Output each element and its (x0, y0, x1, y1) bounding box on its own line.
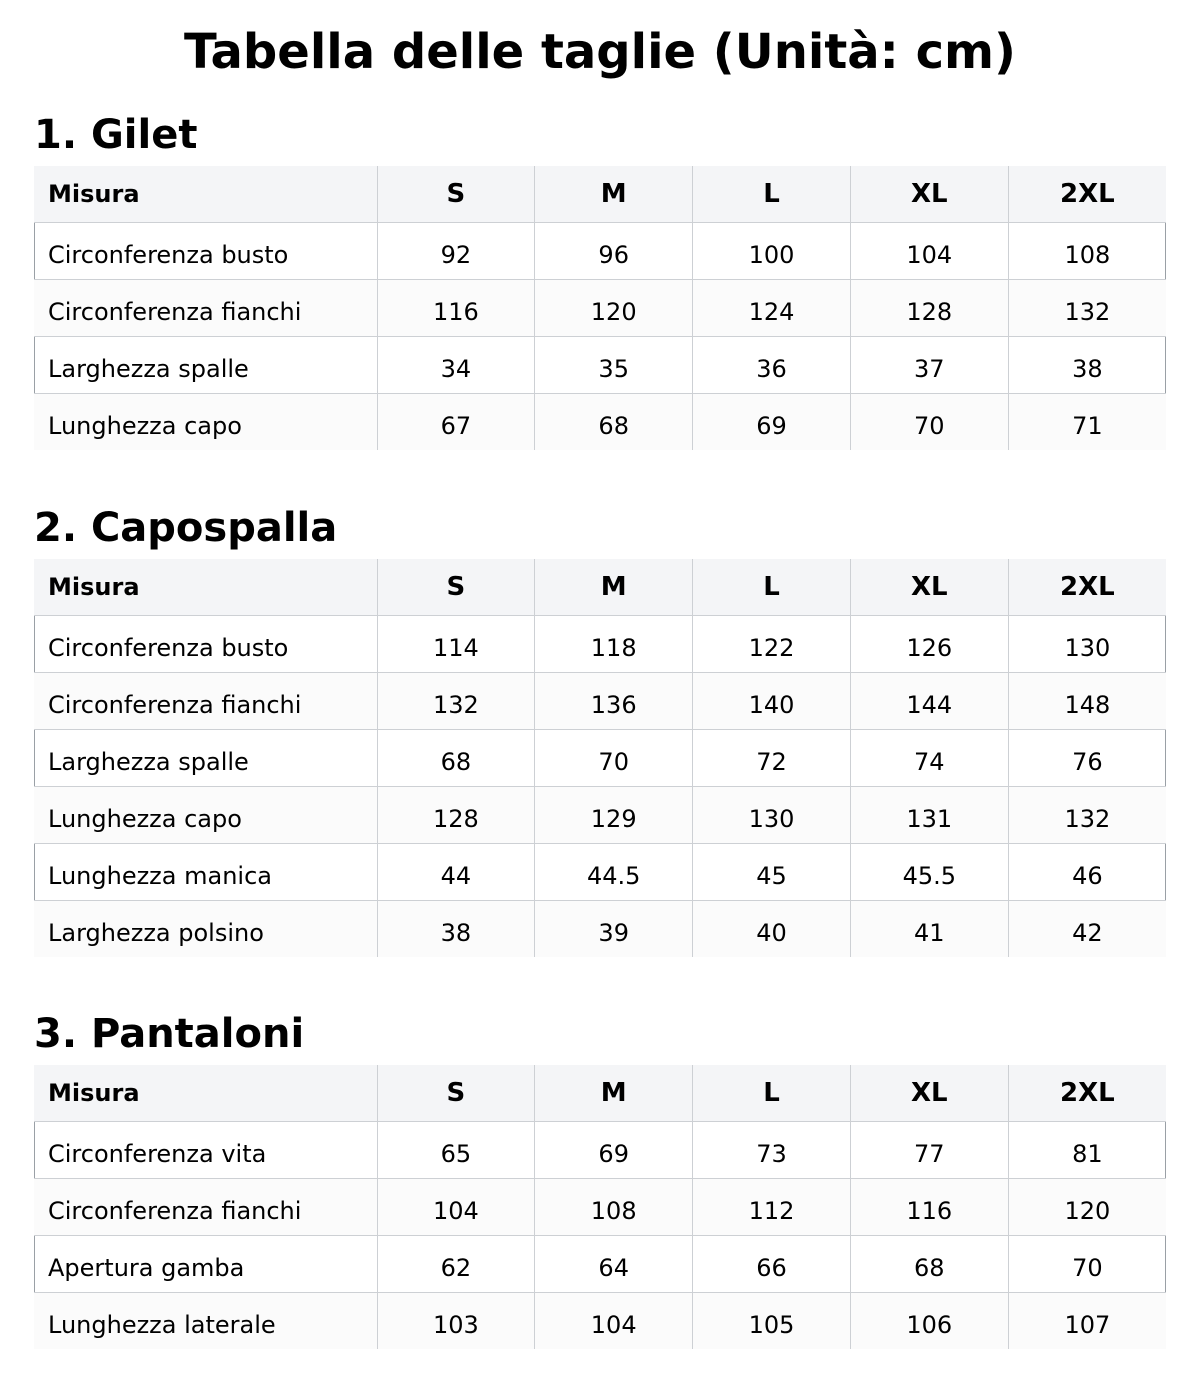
section-pantaloni (34, 1009, 1166, 1349)
table-cell: 103 (377, 1293, 535, 1350)
table-cell: 34 (377, 337, 535, 394)
table-cell: 148 (1008, 673, 1166, 730)
table-cell: 129 (535, 787, 693, 844)
table-cell: 132 (1008, 280, 1166, 337)
table-cell: 100 (693, 223, 851, 280)
table-cell: 65 (377, 1122, 535, 1179)
table-cell: 73 (693, 1122, 851, 1179)
column-header-size: 2XL (1008, 166, 1166, 223)
table-cell: 104 (535, 1293, 693, 1350)
row-label: Apertura gamba (34, 1236, 377, 1293)
table-cell: 144 (850, 673, 1008, 730)
table-row (34, 1236, 1166, 1293)
row-label: Lunghezza manica (34, 844, 377, 901)
column-header-size: M (535, 559, 693, 616)
table-cell: 36 (693, 337, 851, 394)
table-cell: 136 (535, 673, 693, 730)
section-gilet (34, 110, 1166, 450)
table-cell: 132 (377, 673, 535, 730)
table-cell: 74 (850, 730, 1008, 787)
row-label: Larghezza polsino (48, 919, 264, 947)
table-cell: 140 (693, 673, 851, 730)
table-cell: 132 (1008, 787, 1166, 844)
table-row (34, 223, 1166, 280)
table-cell: 122 (693, 616, 851, 673)
table-cell: 64 (535, 1236, 693, 1293)
table-cell: 69 (535, 1122, 693, 1179)
row-label: Circonferenza fianchi (48, 1197, 302, 1225)
table-cell: 66 (693, 1236, 851, 1293)
section-capospalla (34, 503, 1166, 957)
table-cell: 105 (693, 1293, 851, 1350)
table-cell: 44.5 (535, 844, 693, 901)
table-cell: 62 (377, 1236, 535, 1293)
table-cell: 120 (535, 280, 693, 337)
table-cell: 45.5 (850, 844, 1008, 901)
column-header-size: XL (850, 166, 1008, 223)
table-row (34, 901, 1166, 958)
row-label: Lunghezza capo (48, 805, 242, 833)
table-cell: 120 (1008, 1179, 1166, 1236)
size-table (34, 166, 1166, 450)
section-heading: 2. Capospalla (34, 505, 338, 551)
table-cell: 128 (377, 787, 535, 844)
table-cell: 41 (850, 901, 1008, 958)
table-cell: 81 (1008, 1122, 1166, 1179)
table-cell: 108 (1008, 223, 1166, 280)
table-cell: 68 (377, 730, 535, 787)
row-label: Larghezza spalle (34, 337, 377, 394)
table-cell: 42 (1008, 901, 1166, 958)
table-header-row (34, 559, 1166, 616)
table-cell: 104 (850, 223, 1008, 280)
table-cell: 124 (693, 280, 851, 337)
table-cell: 126 (850, 616, 1008, 673)
table-cell: 38 (377, 901, 535, 958)
row-label: Circonferenza fianchi (48, 298, 302, 326)
row-label: Larghezza spalle (34, 730, 377, 787)
table-cell: 45 (693, 844, 851, 901)
table-row (34, 844, 1166, 901)
column-header-measure: Misura (48, 573, 140, 601)
column-header-size: S (377, 559, 535, 616)
column-header-size: M (535, 1065, 693, 1122)
table-cell: 118 (535, 616, 693, 673)
table-cell: 130 (693, 787, 851, 844)
table-row (34, 673, 1166, 730)
table-cell: 40 (693, 901, 851, 958)
column-header-size: 2XL (1008, 1065, 1166, 1122)
column-header-size: M (535, 166, 693, 223)
column-header-measure: Misura (48, 1079, 140, 1107)
table-cell: 68 (850, 1236, 1008, 1293)
column-header-size: XL (850, 1065, 1008, 1122)
table-cell: 68 (535, 394, 693, 451)
row-label: Lunghezza capo (48, 412, 242, 440)
table-row (34, 337, 1166, 394)
table-row (34, 730, 1166, 787)
table-row (34, 394, 1166, 451)
row-label: Circonferenza busto (34, 616, 377, 673)
table-row (34, 1122, 1166, 1179)
table-cell: 92 (377, 223, 535, 280)
table-row (34, 787, 1166, 844)
size-table (34, 1065, 1166, 1349)
table-header-row (34, 1065, 1166, 1122)
table-cell: 112 (693, 1179, 851, 1236)
table-header-row (34, 166, 1166, 223)
table-cell: 37 (850, 337, 1008, 394)
table-cell: 72 (693, 730, 851, 787)
table-cell: 38 (1008, 337, 1166, 394)
table-cell: 35 (535, 337, 693, 394)
table-cell: 130 (1008, 616, 1166, 673)
table-cell: 116 (850, 1179, 1008, 1236)
table-row (34, 1179, 1166, 1236)
table-cell: 70 (850, 394, 1008, 451)
table-cell: 46 (1008, 844, 1166, 901)
table-cell: 69 (693, 394, 851, 451)
column-header-size: S (377, 166, 535, 223)
row-label: Circonferenza vita (34, 1122, 377, 1179)
page-title: Tabella delle taglie (Unità: cm) (183, 24, 1016, 80)
column-header-size: L (693, 559, 851, 616)
table-cell: 70 (535, 730, 693, 787)
table-row (34, 616, 1166, 673)
table-cell: 106 (850, 1293, 1008, 1350)
column-header-size: S (377, 1065, 535, 1122)
row-label: Circonferenza busto (34, 223, 377, 280)
section-heading: 1. Gilet (34, 112, 198, 158)
column-header-size: XL (850, 559, 1008, 616)
table-cell: 116 (377, 280, 535, 337)
table-cell: 114 (377, 616, 535, 673)
table-cell: 67 (377, 394, 535, 451)
table-cell: 44 (377, 844, 535, 901)
table-row (34, 1293, 1166, 1350)
column-header-size: L (693, 166, 851, 223)
table-cell: 70 (1008, 1236, 1166, 1293)
column-header-measure: Misura (48, 180, 140, 208)
table-cell: 96 (535, 223, 693, 280)
column-header-size: L (693, 1065, 851, 1122)
table-cell: 104 (377, 1179, 535, 1236)
table-row (34, 280, 1166, 337)
table-cell: 107 (1008, 1293, 1166, 1350)
table-cell: 108 (535, 1179, 693, 1236)
table-cell: 128 (850, 280, 1008, 337)
table-cell: 71 (1008, 394, 1166, 451)
table-cell: 131 (850, 787, 1008, 844)
row-label: Lunghezza laterale (48, 1311, 276, 1339)
size-table (34, 559, 1166, 957)
section-heading: 3. Pantaloni (34, 1011, 305, 1057)
table-cell: 77 (850, 1122, 1008, 1179)
table-cell: 76 (1008, 730, 1166, 787)
row-label: Circonferenza fianchi (48, 691, 302, 719)
column-header-size: 2XL (1008, 559, 1166, 616)
table-cell: 39 (535, 901, 693, 958)
